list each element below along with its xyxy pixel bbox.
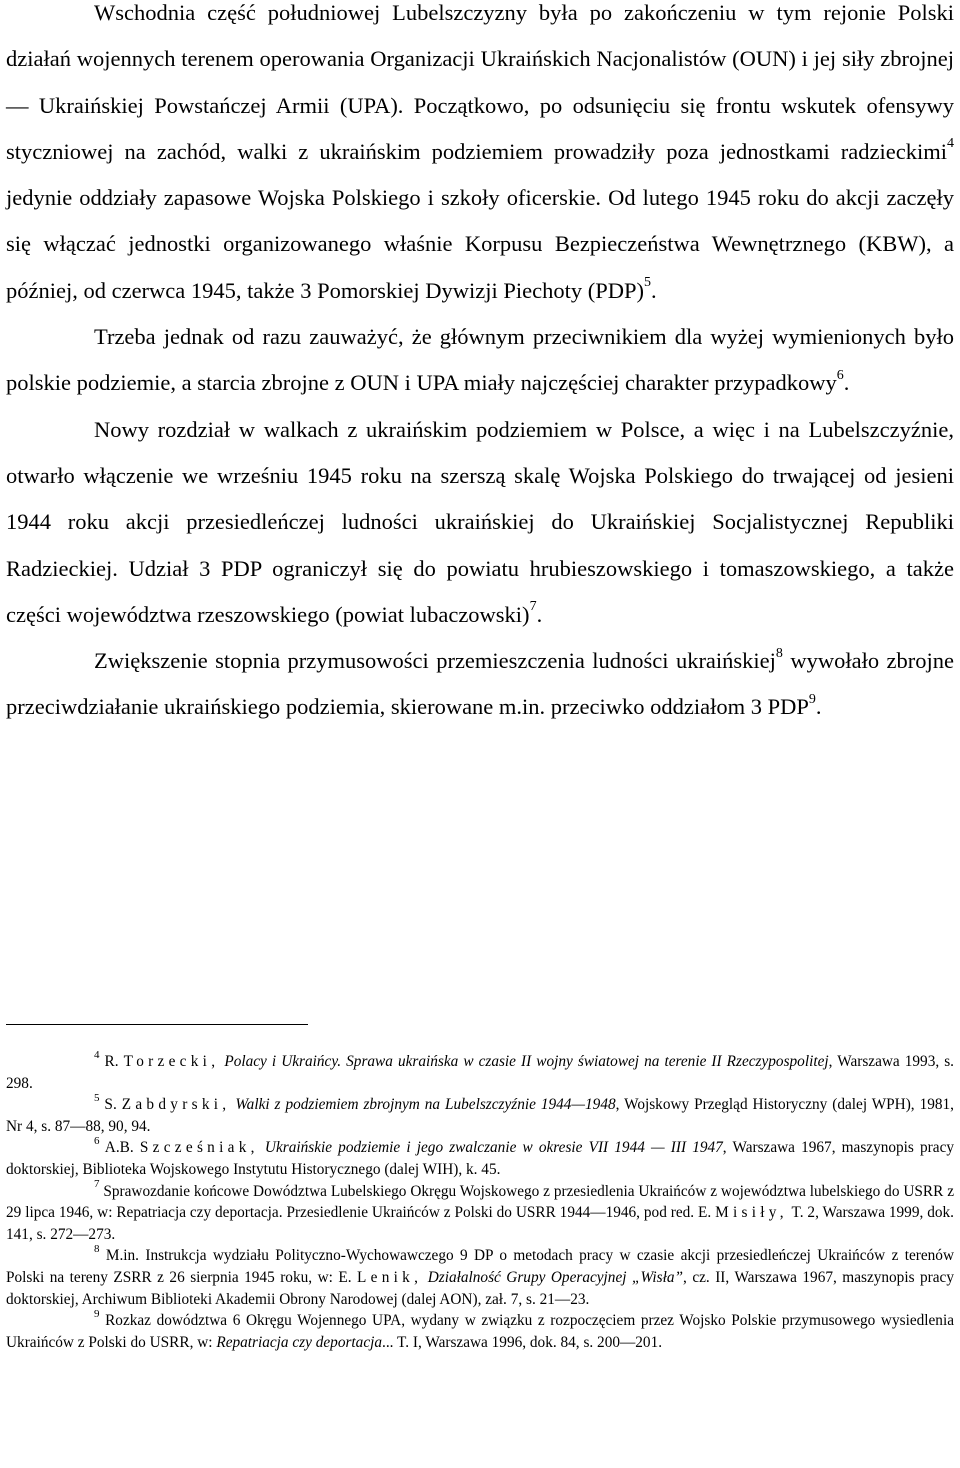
text-run: .	[843, 370, 850, 396]
text-run: Nowy rozdział w walkach z ukraińskim podziemiem w Polsce, a więc i na Lubelszczyźnie, otwarło włączenie we wrześniu 1945 roku na szerszą skalę Wojska Polskiego do trwającej od jesieni 1944 roku akcji przesiedleńczej ludności ukraińskiej do Ukraińskiej Socjalistycznej Republiki Radzieckiej. Udział 3 PDP ograniczył się do powiatu hrubieszowskiego i tomaszowskiego, a także części województwa rzeszowskiego (powiat lubaczowski)	[6, 416, 954, 627]
paragraph	[6, 407, 954, 638]
author-name: Zabdyrski,	[121, 1096, 231, 1114]
text-run: jedynie oddziały zapasowe Wojska Polskiego i szkoły oficerskie. Od lutego 1945 roku do akcji zaczęły się włączać jednostki organizowanego właśnie Korpusu Bezpieczeństwa Wewnętrznego (KBW), a później, od czerwca 1945, także 3 Pomorskiej Dywizji Piechoty (PDP)	[6, 185, 954, 303]
footnotes	[6, 1048, 955, 1353]
work-title: Działalność Grupy Operacyjnej „Wisła”	[427, 1268, 683, 1286]
text-run: Trzeba jednak od razu zauważyć, że głównym przeciwnikiem dla wyżej wymienionych było polskie podziemie, a starcia zbrojne z OUN i UPA miały najczęściej charakter przypadkowy	[6, 324, 954, 396]
text-run: , Warszawa 1993, s. 298.	[6, 1053, 954, 1092]
work-title: Walki z podziemiem zbrojnym na Lubelszczyźnie 1944—1948	[235, 1096, 616, 1114]
text-run: .	[815, 694, 822, 720]
footnote-number: 7	[94, 1178, 100, 1191]
footnote	[6, 1310, 954, 1353]
footnote-reference: 8	[775, 645, 783, 661]
text-run: .	[536, 601, 543, 627]
author-name: Misiły,	[715, 1204, 788, 1222]
text-run: , Wojskowy Przegląd Historyczny (dalej WPH), 1981, Nr 4, s. 87—88, 90, 94.	[6, 1096, 954, 1135]
paragraph	[6, 314, 954, 407]
author-name: Torzecki,	[123, 1053, 220, 1070]
footnote-number: 8	[94, 1243, 100, 1256]
main-text	[6, 0, 954, 731]
text-run: S.	[99, 1096, 122, 1114]
author-name: Lenik,	[357, 1268, 423, 1286]
text-run: Początkowo, po odsunięciu się frontu wskutek ofensywy styczniowej na zachód, walki z ukraińskim podziemiem prowadziły poza jednostkami radzieckimi	[6, 92, 954, 164]
footnote	[6, 1048, 954, 1094]
footnote	[6, 1137, 954, 1180]
text-run: Rozkaz dowództwa 6 Okręgu Wojennego UPA, wydany w związku z rozpoczęciem przez Wojsko Polskie przymusowego wysiedlenia Ukraińców z Polski do USRR, w:	[6, 1312, 954, 1351]
text-run: Zwiększenie stopnia przymusowości przemieszczenia ludności ukraińskiej	[94, 648, 776, 674]
text-run: R.	[99, 1053, 124, 1070]
text-run: ... T. I, Warszawa 1996, dok. 84, s. 200—201.	[382, 1333, 663, 1351]
text-run: , cz. II, Warszawa 1967, maszynopis pracy doktorskiej, Archiwum Biblioteki Akademii Obrony Narodowej (dalej AON), zał. 7, s. 21—23.	[6, 1268, 954, 1308]
footnote	[6, 1178, 954, 1246]
text-run: T. 2, Warszawa 1999, dok. 141, s. 272—273.	[6, 1204, 954, 1243]
footnote-number: 4	[94, 1048, 100, 1061]
author-name: Szcześniak,	[139, 1139, 259, 1157]
text-run: Sprawozdanie końcowe Dowództwa Lubelskiego Okręgu Wojskowego z przesiedlenia Ukraińców z województwa lubelskiego do USRR z 29 lipca 1946, w: Repatriacja czy deportacja. Przesiedlenie Ukraińców z Polski do USRR 1944—1946, pod red. E.	[6, 1182, 954, 1222]
footnote-number: 9	[94, 1308, 100, 1321]
text-run: .	[650, 277, 657, 303]
paragraph	[6, 0, 954, 314]
paragraph	[6, 638, 954, 731]
footnote-number: 5	[94, 1092, 100, 1105]
work-title: Polacy i Ukraińcy. Sprawa ukraińska w czasie II wojny światowej na terenie II Rzeczypospolitej	[224, 1053, 829, 1070]
footnote-reference: 5	[643, 275, 651, 291]
footnote-reference: 9	[808, 691, 816, 707]
footnote	[6, 1094, 954, 1137]
footnote-reference: 7	[529, 599, 537, 615]
text-run: Wschodnia część południowej Lubelszczyzny była po zakończeniu w tym rejonie Polski działań wojennych terenem operowania Organizacji Ukraińskich Nacjonalistów (OUN) i jej siły zbrojnej — Ukraińskiej Powstańczej Armii (UPA).	[6, 0, 954, 118]
footnote-separator	[6, 1024, 308, 1025]
footnote-number: 6	[94, 1135, 100, 1148]
text-run: , Warszawa 1967, maszynopis pracy doktorskiej, Biblioteka Wojskowego Instytutu Historycznego (dalej WIH), k. 45.	[6, 1139, 955, 1178]
footnote-reference: 6	[836, 367, 844, 383]
text-run: M.in. Instrukcja wydziału Polityczno-Wychowawczego 9 DP o metodach pracy w czasie akcji przesiedleńczej Ukraińców z terenów Polski na tereny ZSRR z 26 sierpnia 1945 roku, w: E.	[6, 1247, 954, 1286]
text-run: A.B.	[99, 1139, 140, 1157]
text-run: wywołało zbrojne przeciwdziałanie ukraińskiego podziemia, skierowane m.in. przeciwko oddziałom 3 PDP	[6, 648, 954, 720]
footnote	[6, 1245, 954, 1310]
work-title: Repatriacja czy deportacja	[216, 1333, 383, 1351]
footnote-reference: 4	[947, 136, 954, 152]
work-title: Ukraińskie podziemie i jego zwalczanie w okresie VII 1944 — III 1947	[264, 1139, 723, 1157]
